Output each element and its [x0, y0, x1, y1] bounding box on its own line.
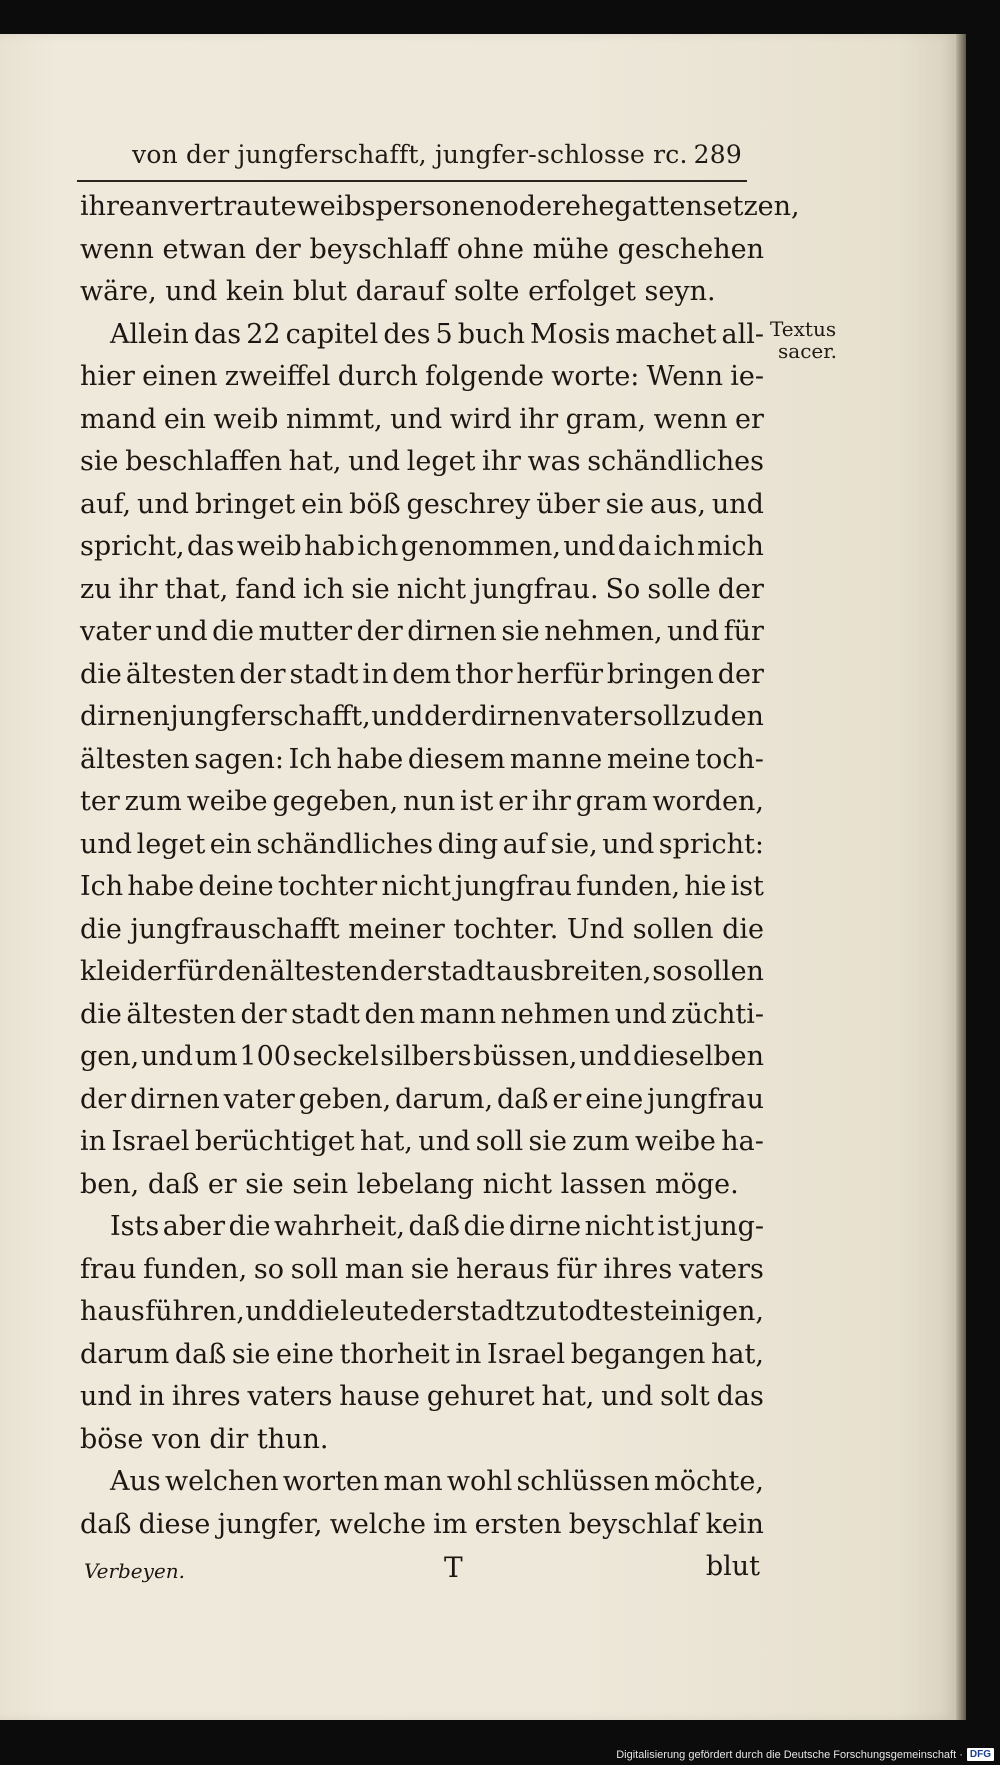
text-line: ben, daß er sie sein lebelang nicht lassen möge. [80, 1168, 739, 1200]
text-line: haus führen, und die leute der stadt zu todte steinigen, [80, 1296, 764, 1327]
text-line: Ich habe deine tochter nicht jungfrau funden, hie ist [80, 871, 764, 902]
marginal-note-line: Textus [770, 317, 837, 341]
text-line: Aus welchen worten man wohl schlüssen möchte, [110, 1466, 764, 1497]
dfg-logo: DFG [967, 1748, 994, 1761]
text-line: auf, und bringet ein böß geschrey über sie aus, und [80, 488, 764, 520]
text-line: und leget ein schändliches ding auf sie, und spricht: [80, 828, 764, 860]
text-line: und in ihres vaters hause gehuret hat, und solt das [80, 1381, 764, 1412]
text-line: ältesten sagen: Ich habe diesem manne meine toch- [80, 743, 764, 775]
marginal-note-line: sacer. [778, 339, 837, 363]
signature-mark: T [444, 1551, 463, 1584]
text-line: hier einen zweiffel durch folgende worte: Wenn ie- [80, 361, 764, 392]
text-line: zu ihr that, fand ich sie nicht jungfrau. So solle der [80, 573, 764, 605]
text-line: Allein das 22 capitel des 5 buch Mosis machet all- [110, 318, 764, 350]
text-line: ihre anvertraute weibspersonen oder ehegatten setzen, [80, 191, 800, 222]
text-line: der dirnen vater geben, darum, daß er eine jungfrau [80, 1083, 764, 1115]
catchword: blut [705, 1551, 760, 1582]
text-line: die ältesten der stadt den mann nehmen und züchti- [80, 998, 764, 1030]
page-number: 289 [693, 140, 742, 169]
page-edge [956, 34, 966, 1720]
text-line: frau funden, so soll man sie heraus für ihres vaters [80, 1253, 764, 1285]
text-line: wenn etwan der beyschlaff ohne mühe geschehen [80, 233, 764, 265]
text-line: die ältesten der stadt in dem thor herfür bringen der [80, 658, 764, 690]
text-line: spricht, das weib hab ich genommen, und da ich mich [80, 531, 764, 562]
text-line: kleider für den ältesten der stadt ausbreiten, so sollen [80, 956, 764, 987]
printer-catchword: Verbeyen. [84, 1559, 186, 1583]
body-text [80, 186, 800, 1546]
text-line: wäre, und kein blut darauf solte erfolget seyn. [80, 276, 716, 307]
text-line: die jungfrauschafft meiner tochter. Und sollen die [80, 913, 764, 945]
text-line: darum daß sie eine thorheit in Israel begangen hat, [80, 1338, 764, 1370]
marginal-note [770, 318, 837, 362]
page-footer [84, 1551, 760, 1591]
text-line: vater und die mutter der dirnen sie nehmen, und für [80, 616, 764, 647]
digitization-credit [616, 1748, 994, 1761]
text-line: sie beschlaffen hat, und leget ihr was schändliches [80, 446, 764, 477]
text-line: ter zum weibe gegeben, nun ist er ihr gram worden, [80, 786, 764, 817]
text-line: böse von dir thun. [80, 1423, 329, 1455]
text-line: in Israel berüchtiget hat, und soll sie zum weibe ha- [80, 1126, 764, 1157]
text-line: Ists aber die wahrheit, daß die dirne nicht ist jung- [110, 1211, 764, 1242]
text-line: gen, und um 100 seckel silbers büssen, und dieselben [80, 1041, 764, 1072]
text-line: daß diese jungfer, welche im ersten beyschlaf kein [80, 1508, 764, 1540]
text-line: dirnen jungferschafft, und der dirnen vater soll zu den [80, 701, 764, 732]
credit-text: Digitalisierung gefördert durch die Deutsche Forschungsgemeinschaft · [616, 1748, 963, 1761]
header-rule [77, 180, 747, 182]
running-title: von der jungferschafft, jungfer-schlosse rc. [132, 140, 688, 169]
text-line: mand ein weib nimmt, und wird ihr gram, wenn er [80, 403, 764, 435]
